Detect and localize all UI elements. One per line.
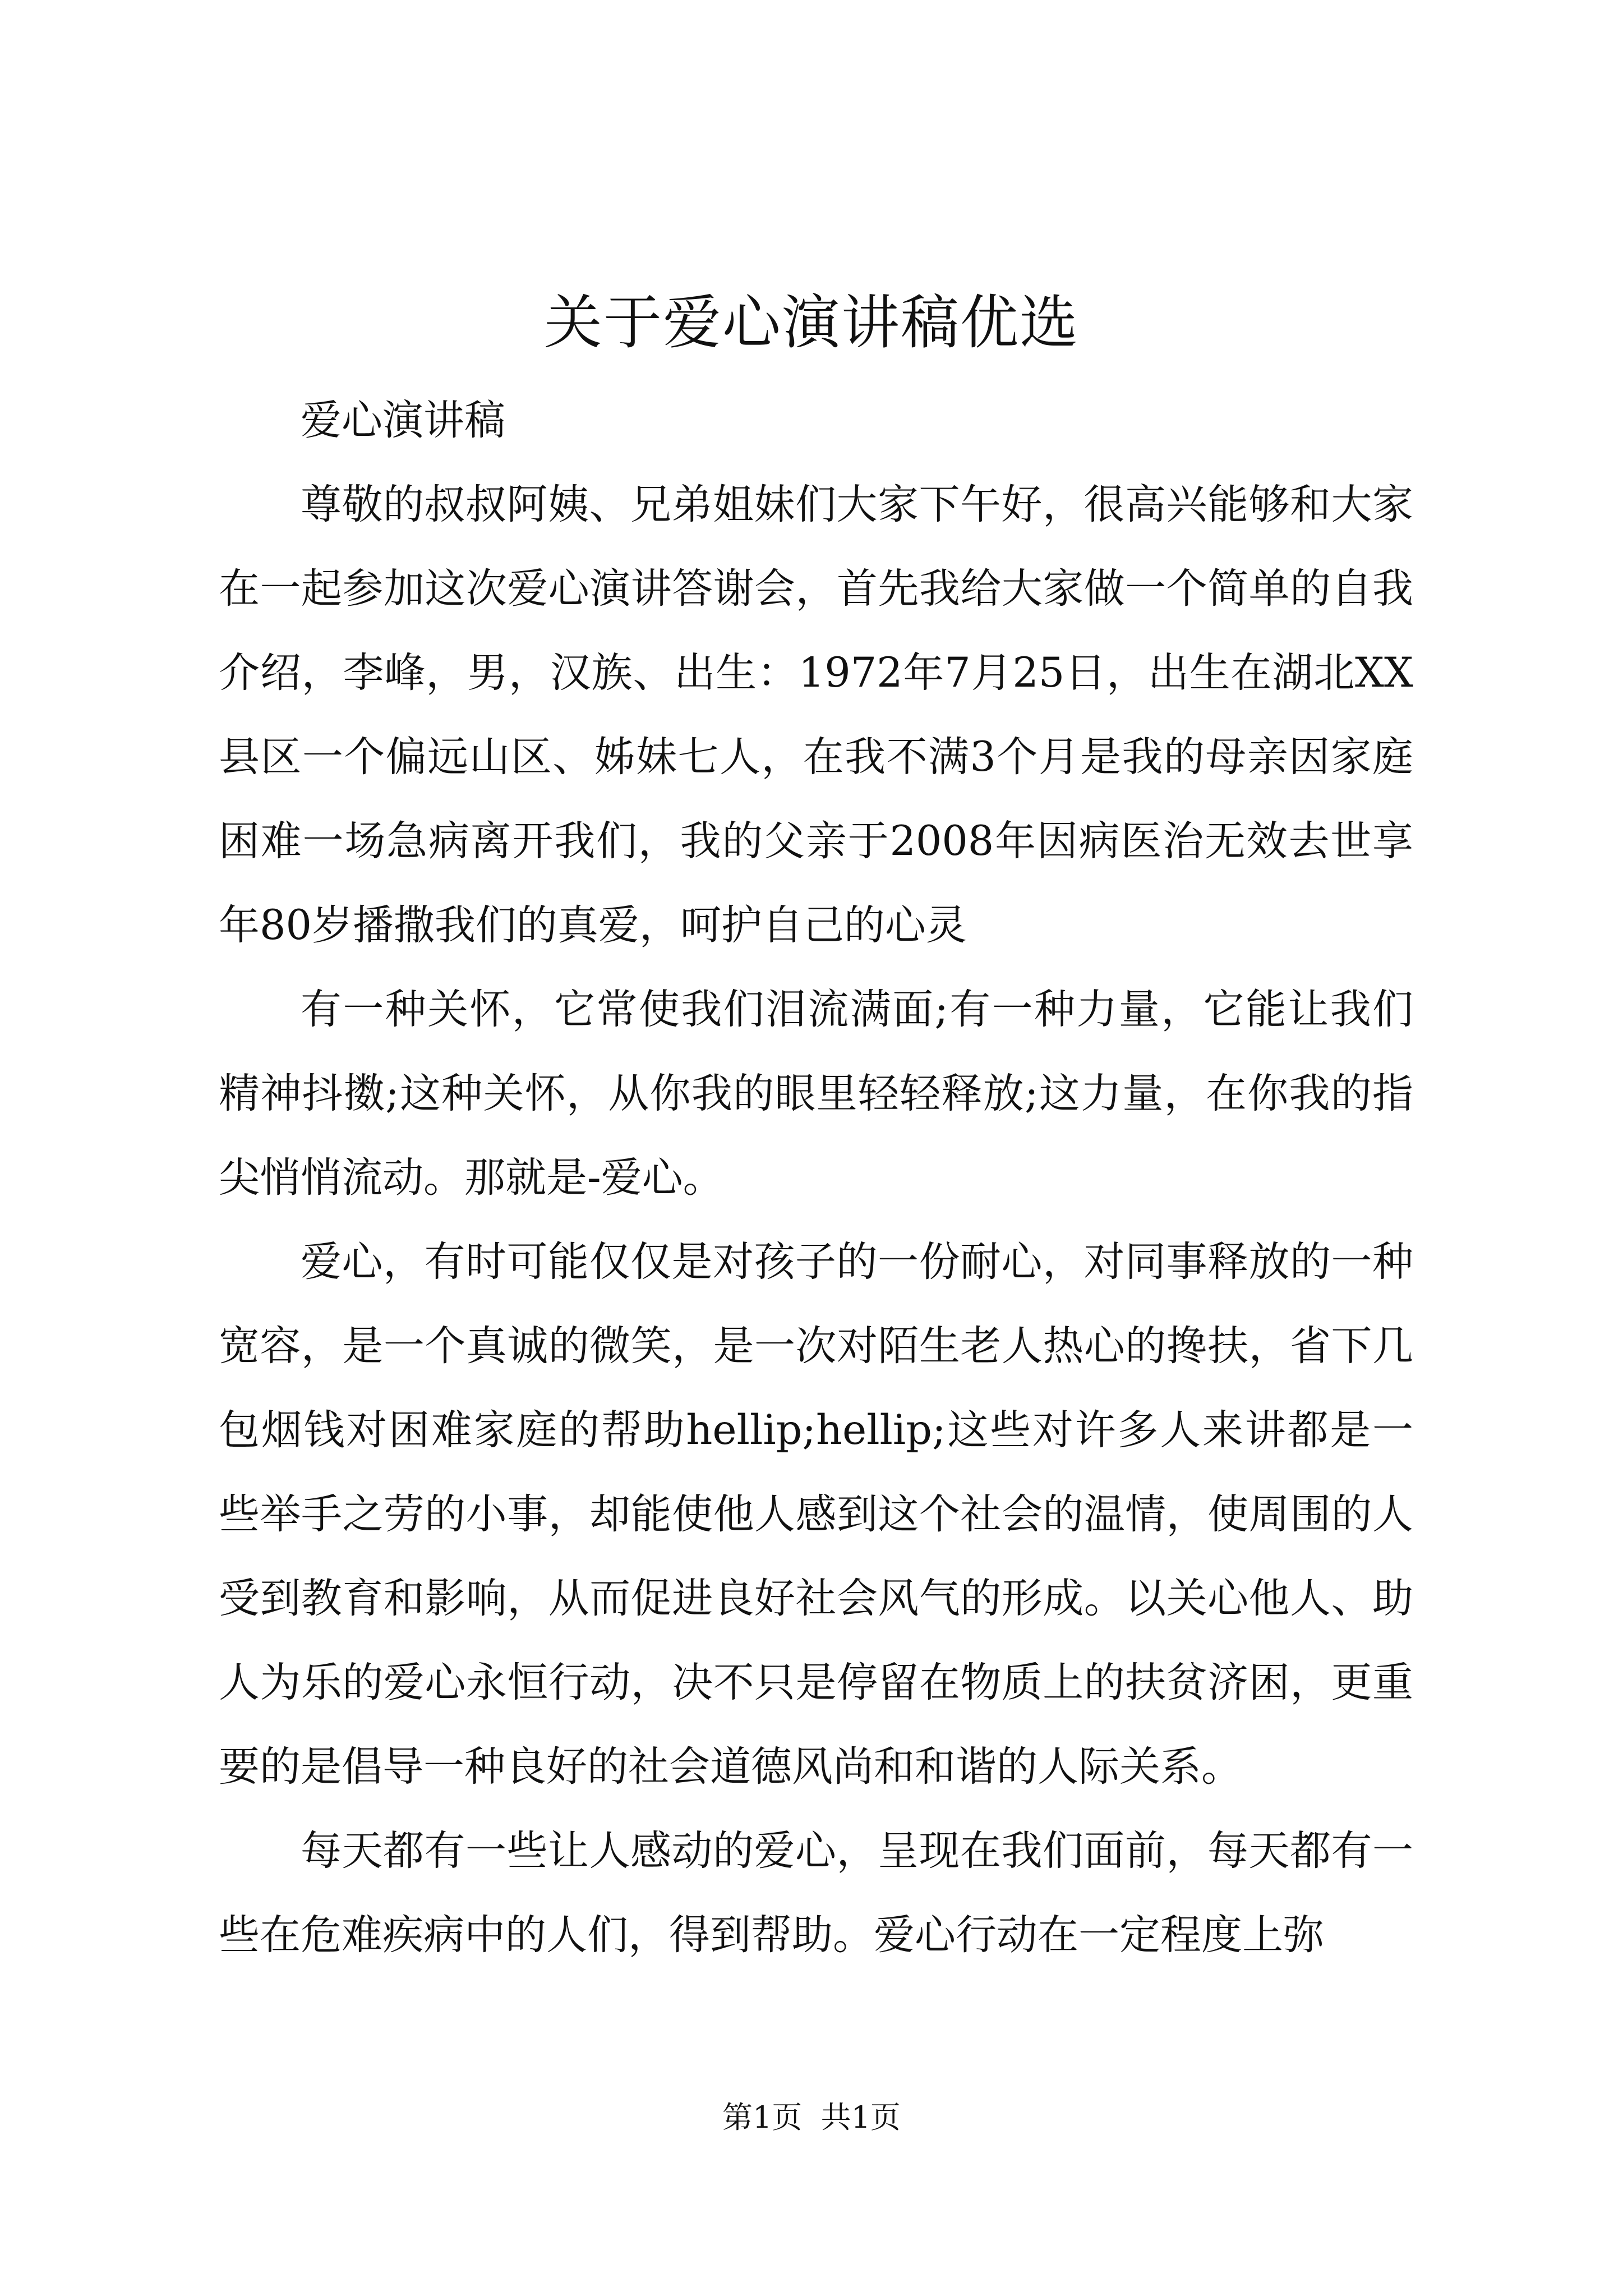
- page-number: 第1页: [722, 2100, 803, 2135]
- paragraph-daily-love: 每天都有一些让人感动的爱心，呈现在我们面前，每天都有一些在危难疾病中的人们，得到帮助。爱心行动在一定程度上弥: [219, 1827, 1413, 1959]
- page-footer: [0, 2095, 1623, 2140]
- paragraph-subtitle: 爱心演讲稿: [301, 397, 505, 444]
- document-body: [219, 379, 1413, 1977]
- paragraph-what-is-love: 爱心，有时可能仅仅是对孩子的一份耐心，对同事释放的一种宽容，是一个真诚的微笑，是一次对陌生老人热心的搀扶，省下几包烟钱对困难家庭的帮助hellip;hellip;这些对许多人来讲都是一些举手之劳的小事，却能使他人感到这个社会的温情，使周围的人受到教育和影响，从而促进良好社会风气的形成。以关心他人、助人为乐的爱心永恒行动，决不只是停留在物质上的扶贫济困，更重要的是倡导一种良好的社会道德风尚和和谐的人际关系。: [219, 1238, 1413, 1791]
- page-total: 共1页: [820, 2100, 901, 2135]
- document-title: 关于爱心演讲稿优选: [543, 288, 1079, 357]
- paragraph-introduction: 尊敬的叔叔阿姨、兄弟姐妹们大家下午好，很高兴能够和大家在一起参加这次爱心演讲答谢会，首先我给大家做一个简单的自我介绍，李峰，男，汉族、出生：1972年7月25日，出生在湖北XX县区一个偏远山区、姊妹七人，在我不满3个月是我的母亲因家庭困难一场急病离开我们，我的父亲于2008年因病医治无效去世享年80岁播撒我们的真爱，呵护自己的心灵: [219, 481, 1413, 949]
- paragraph-care-and-strength: 有一种关怀，它常使我们泪流满面;有一种力量，它能让我们精神抖擞;这种关怀，从你我的眼里轻轻释放;这力量，在你我的指尖悄悄流动。那就是-爱心。: [219, 986, 1413, 1202]
